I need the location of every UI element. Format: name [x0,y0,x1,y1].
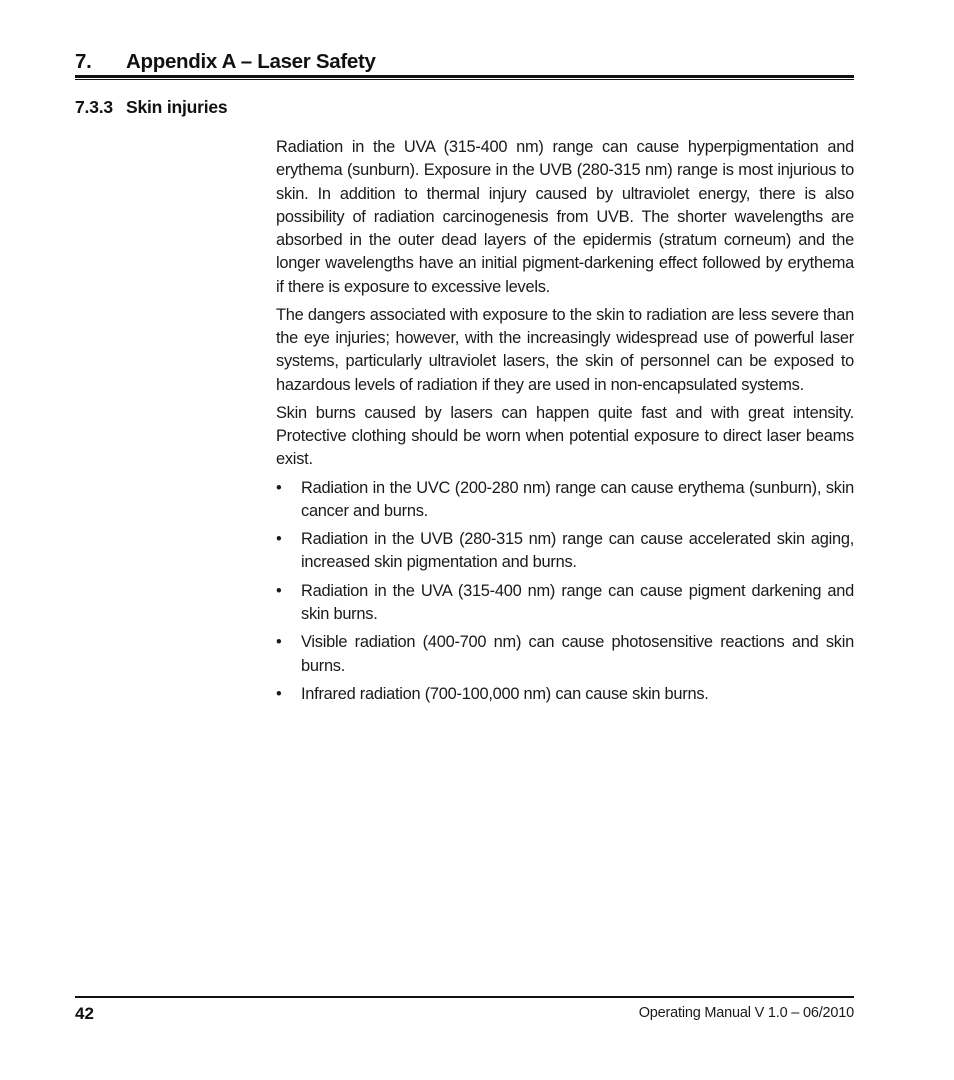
header-rule-thin [75,79,854,80]
bullet-icon: • [276,633,282,652]
chapter-header [75,44,854,74]
bullet-text: Visible radiation (400-700 nm) can cause photosensitive reactions and skin burns. [301,633,854,675]
chapter-number: 7. [75,50,92,73]
section-number: 7.3.3 [75,97,113,117]
paragraph: Radiation in the UVA (315-400 nm) range can cause hyperpigmentation and erythema (sunburn). Exposure in the UVB (280-315 nm) range is most injurious to skin. In addition to thermal injury caused by ultraviolet energy, there is also possibility of radiation carcinogenesis from UVB. The shorter wavelengths are absorbed in the outer dead layers of the epidermis (stratum corneum) and the longer wavelengths have an initial pigment-darkening effect followed by erythema if there is exposure to excessive levels. [276,138,854,296]
footer-rule [75,996,854,998]
bullet-item [276,683,854,706]
bullet-text: Radiation in the UVC (200-280 nm) range can cause erythema (sunburn), skin cancer and burns. [301,478,854,520]
bullet-list [276,477,854,707]
body-text [276,136,854,711]
header-rule [75,75,854,78]
paragraph: The dangers associated with exposure to the skin to radiation are less severe than the eye injuries; however, with the increasingly widespread use of powerful laser systems, particularly ultraviolet lasers, the skin of personnel can be exposed to hazardous levels of radiation if they are used in non-encapsulated systems. [276,305,854,394]
paragraph: Skin burns caused by lasers can happen quite fast and with great intensity. Protective clothing should be worn when potential exposure to direct laser beams exist. [276,403,854,469]
bullet-item [276,580,854,627]
page-number: 42 [75,1004,94,1023]
bullet-icon: • [276,530,282,549]
bullet-text: Radiation in the UVA (315-400 nm) range can cause pigment darkening and skin burns. [301,581,854,624]
section-heading [75,97,227,118]
bullet-item [276,477,854,524]
bullet-icon: • [276,684,282,703]
bullet-text: Infrared radiation (700-100,000 nm) can cause skin burns. [301,684,709,703]
bullet-icon: • [276,478,282,497]
chapter-title: Appendix A – Laser Safety [126,50,376,73]
bullet-icon: • [276,581,282,600]
manual-version: Operating Manual V 1.0 – 06/2010 [638,1005,854,1021]
section-title: Skin injuries [126,97,228,117]
bullet-item [276,631,854,678]
bullet-text: Radiation in the UVB (280-315 nm) range can cause accelerated skin aging, increased skin pigmentation and burns. [301,530,854,572]
bullet-item [276,528,854,575]
